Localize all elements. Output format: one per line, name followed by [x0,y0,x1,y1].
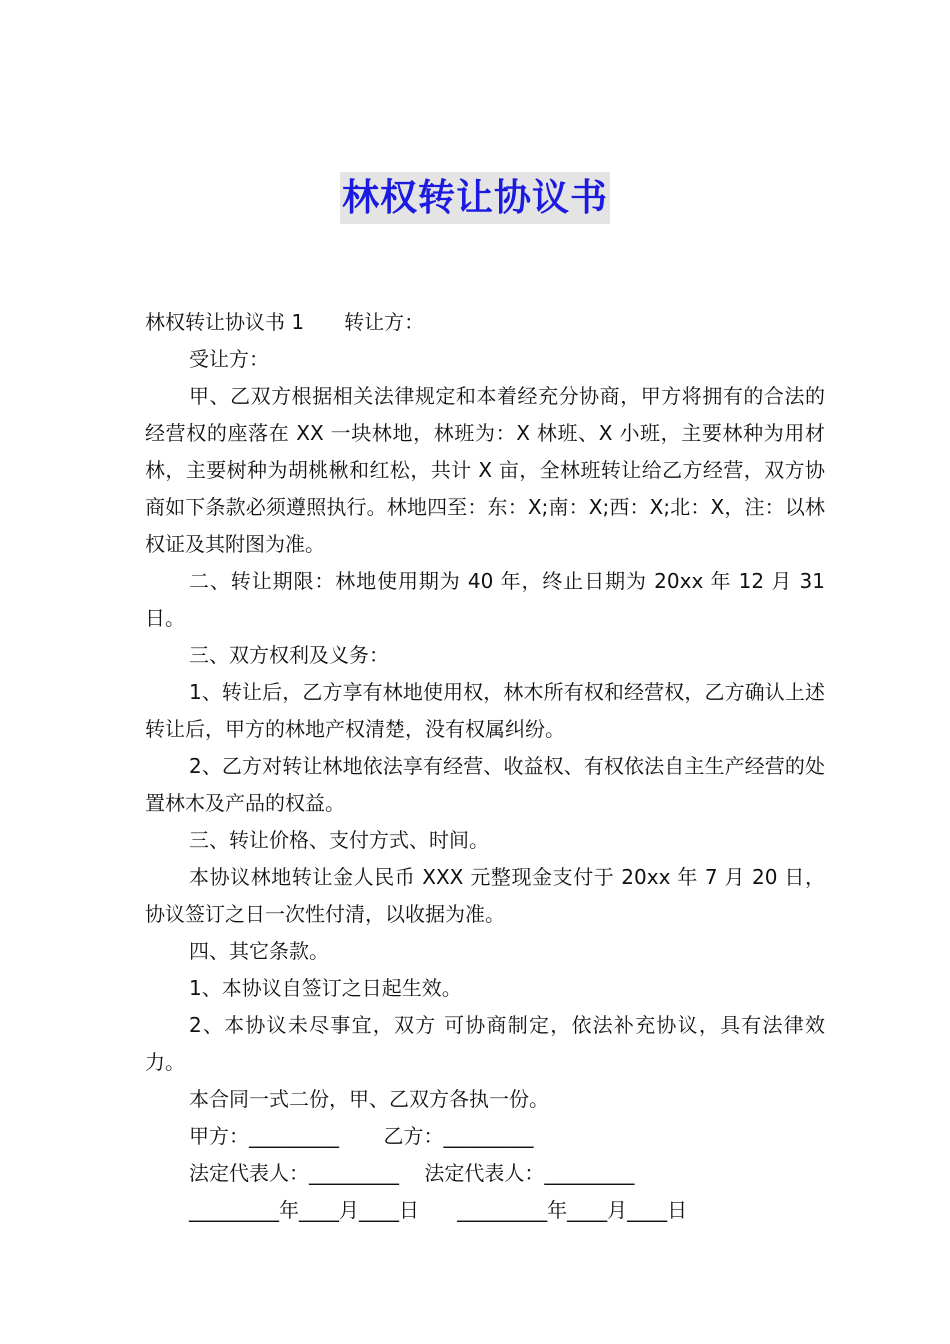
paragraph: 甲、乙双方根据相关法律规定和本着经充分协商，甲方将拥有的合法的经营权的座落在 XX 一块林地，林班为：X 林班、X 小班，主要林种为用材林，主要树种为胡桃楸和红松，共计 X 亩，全林班转让给乙方经营，双方协商如下条款必须遵照执行。林地四至：东：X;南：X;西：X;北：X，注：以林权证及其附图为准。 [145,384,825,556]
paragraph: 三、双方权利及义务： [189,643,389,667]
paragraph: 三、转让价格、支付方式、时间。 [189,828,489,852]
paragraph: 本协议林地转让金人民币 XXX 元整现金支付于 20xx 年 7 月 20 日，协议签订之日一次性付清，以收据为准。 [145,865,825,926]
paragraph: 四、其它条款。 [189,939,329,963]
paragraph: 2、本协议未尽事宜，双方 可协商制定，依法补充协议，具有法律效力。 [145,1013,825,1074]
paragraph: 1、转让后，乙方享有林地使用权，林木所有权和经营权，乙方确认上述转让后，甲方的林地产权清楚，没有权属纠纷。 [145,680,825,741]
heading-label: 林权转让协议书 1 [145,310,305,334]
heading-line [145,304,825,341]
paragraph: 受让方： [189,347,269,371]
paragraph: 2、乙方对转让林地依法享有经营、收益权、有权依法自主生产经营的处置林木及产品的权益。 [145,754,825,815]
transferor-label: 转让方： [344,310,425,334]
title-container [0,172,950,224]
document-title: 林权转让协议书 [340,172,610,224]
signature-representatives-line: 法定代表人：_________ 法定代表人：_________ [189,1161,635,1185]
signature-parties-line: 甲方：_________ 乙方：_________ [189,1124,534,1148]
paragraph: 二、转让期限：林地使用期为 40 年，终止日期为 20xx 年 12 月 31 日。 [145,569,825,630]
paragraph: 1、本协议自签订之日起生效。 [189,976,462,1000]
paragraph: 本合同一式二份，甲、乙双方各执一份。 [189,1087,549,1111]
signature-date-line: _________年____月____日 _________年____月____日 [189,1198,688,1222]
document-body [145,304,825,1229]
